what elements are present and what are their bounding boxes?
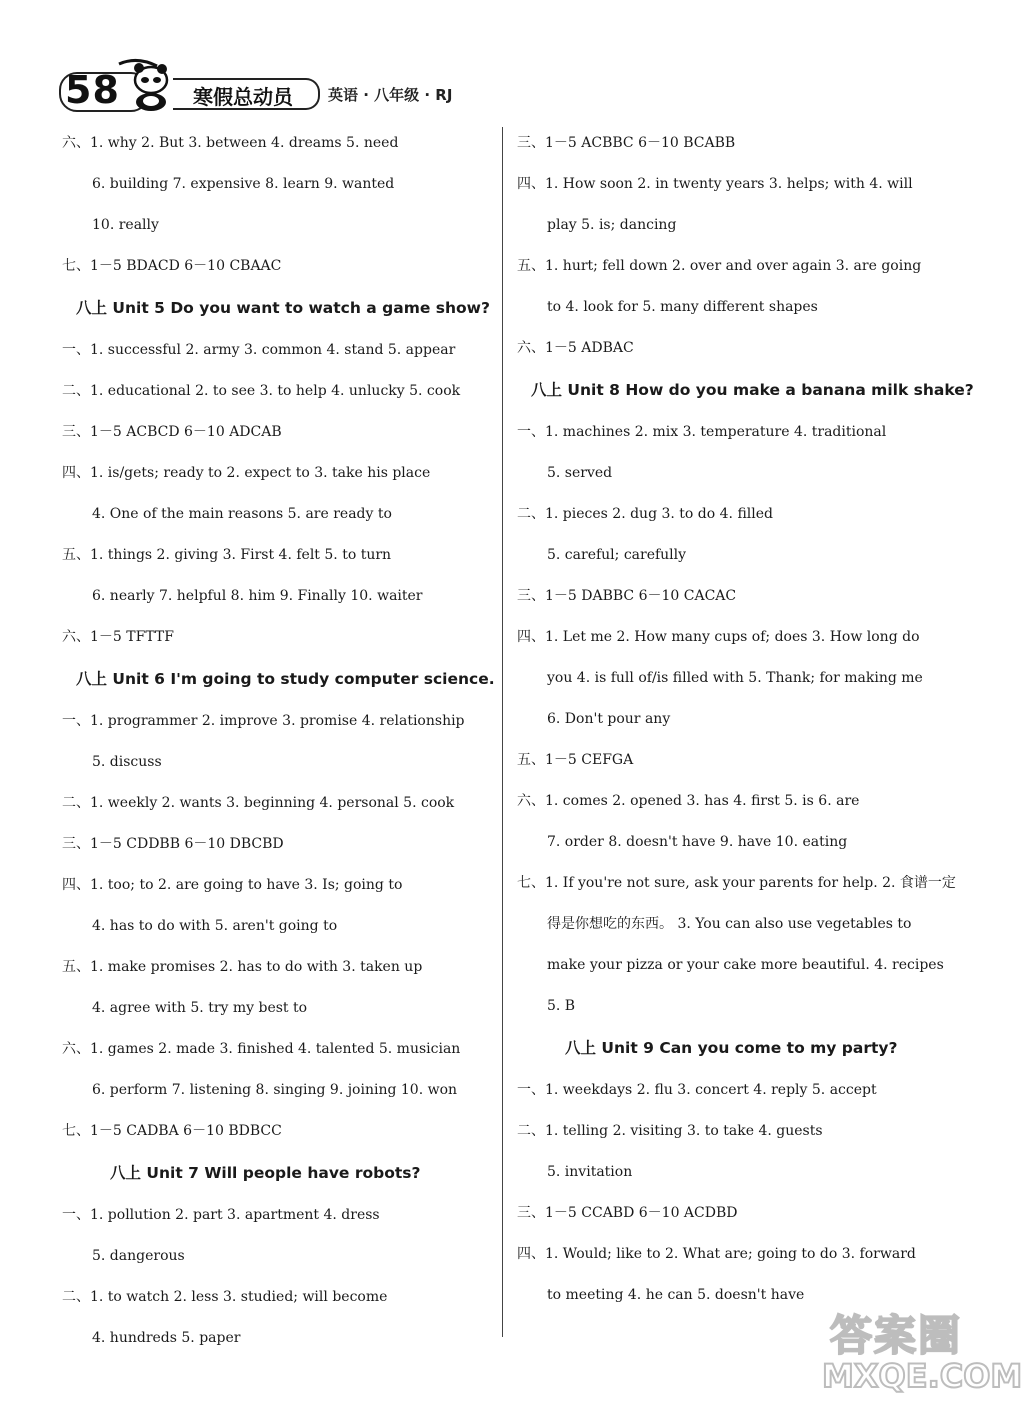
answer-line: 4. agree with 5. try my best to bbox=[92, 1000, 308, 1016]
unit-heading: 八上 Unit 5 Do you want to watch a game show? bbox=[76, 299, 490, 317]
answer-line: 五、1. things 2. giving 3. First 4. felt 5. to turn bbox=[62, 547, 392, 563]
answer-line: 二、1. educational 2. to see 3. to help 4. unlucky 5. cook bbox=[62, 383, 461, 399]
answer-line: 二、1. telling 2. visiting 3. to take 4. guests bbox=[517, 1123, 823, 1139]
answer-line: 六、1. comes 2. opened 3. has 4. first 5. is 6. are bbox=[517, 793, 860, 809]
watermark-en: MXQE.COM bbox=[822, 1357, 1022, 1395]
answer-line: to meeting 4. he can 5. doesn't have bbox=[547, 1287, 805, 1303]
unit-heading: 八上 Unit 6 I'm going to study computer science. bbox=[76, 670, 495, 688]
answer-line: 三、1－5 ACBBC 6－10 BCABB bbox=[517, 135, 736, 151]
answer-line: 一、1. programmer 2. improve 3. promise 4. relationship bbox=[62, 713, 465, 729]
watermark-cn: 答案圈 bbox=[830, 1311, 963, 1360]
answer-line: 五、1－5 CEFGA bbox=[517, 752, 634, 768]
answer-line: 5. served bbox=[547, 465, 613, 481]
answer-line: 六、1－5 TFTTF bbox=[62, 629, 174, 645]
unit-heading: 八上 Unit 9 Can you come to my party? bbox=[565, 1039, 898, 1057]
answer-line: 一、1. pollution 2. part 3. apartment 4. dress bbox=[62, 1207, 380, 1223]
unit-heading: 八上 Unit 7 Will people have robots? bbox=[110, 1164, 421, 1182]
answer-line: 四、1. too; to 2. are going to have 3. Is; going to bbox=[62, 877, 403, 893]
answer-line: 六、1－5 ADBAC bbox=[517, 340, 634, 356]
answer-line: 四、1. is/gets; ready to 2. expect to 3. take his place bbox=[62, 465, 431, 481]
answer-line: 七、1. If you're not sure, ask your parents for help. 2. 食谱一定 bbox=[517, 875, 956, 891]
answer-line: 6. nearly 7. helpful 8. him 9. Finally 10. waiter bbox=[92, 588, 423, 604]
answer-line: 七、1－5 CADBA 6－10 BDBCC bbox=[62, 1123, 282, 1139]
page-number: 58 bbox=[65, 68, 120, 112]
watermark-logo bbox=[820, 1295, 1022, 1395]
left-answer-column bbox=[62, 123, 494, 1359]
answer-line: 5. careful; carefully bbox=[547, 547, 687, 563]
answer-line: 4. hundreds 5. paper bbox=[92, 1330, 241, 1346]
answer-line: 5. dangerous bbox=[92, 1248, 185, 1264]
answer-line: 二、1. weekly 2. wants 3. beginning 4. personal 5. cook bbox=[62, 795, 455, 811]
answer-line: 六、1. games 2. made 3. finished 4. talented 5. musician bbox=[62, 1041, 461, 1057]
unit-heading: 八上 Unit 8 How do you make a banana milk shake? bbox=[531, 381, 974, 399]
answer-line: 7. order 8. doesn't have 9. have 10. eating bbox=[547, 834, 848, 850]
answer-line: 五、1. hurt; fell down 2. over and over again 3. are going bbox=[517, 258, 922, 274]
answer-line: 三、1－5 ACBCD 6－10 ADCAB bbox=[62, 424, 282, 440]
page-header bbox=[55, 50, 475, 114]
answer-line: 四、1. How soon 2. in twenty years 3. helps; with 4. will bbox=[517, 176, 913, 192]
answer-line: 二、1. to watch 2. less 3. studied; will become bbox=[62, 1289, 388, 1305]
answer-line: 六、1. why 2. But 3. between 4. dreams 5. need bbox=[62, 135, 399, 151]
answer-line: 得是你想吃的东西。 3. You can also use vegetables to bbox=[547, 916, 912, 932]
answer-line: 七、1－5 BDACD 6－10 CBAAC bbox=[62, 258, 282, 274]
answer-line: 5. B bbox=[547, 998, 576, 1014]
answer-line: 6. perform 7. listening 8. singing 9. joining 10. won bbox=[92, 1082, 458, 1098]
answer-line: 10. really bbox=[92, 217, 159, 233]
answer-line: 四、1. Let me 2. How many cups of; does 3. How long do bbox=[517, 629, 920, 645]
answer-line: 四、1. Would; like to 2. What are; going to do 3. forward bbox=[517, 1246, 916, 1262]
right-answer-column bbox=[517, 123, 974, 1316]
panda-mascot-icon bbox=[117, 56, 179, 112]
answer-line: play 5. is; dancing bbox=[547, 217, 677, 233]
book-subtitle: 英语 · 八年级 · RJ bbox=[328, 86, 453, 104]
answer-line: make your pizza or your cake more beautiful. 4. recipes bbox=[547, 957, 944, 973]
answer-line: 5. discuss bbox=[92, 754, 162, 770]
answer-line: 三、1－5 CDDBB 6－10 DBCBD bbox=[62, 836, 284, 852]
answer-line: to 4. look for 5. many different shapes bbox=[547, 299, 818, 315]
answer-line: 五、1. make promises 2. has to do with 3. taken up bbox=[62, 959, 423, 975]
answer-line: you 4. is full of/is filled with 5. Thank; for making me bbox=[547, 670, 923, 686]
answer-line: 4. One of the main reasons 5. are ready to bbox=[92, 506, 392, 522]
answer-line: 一、1. successful 2. army 3. common 4. stand 5. appear bbox=[62, 342, 456, 358]
answer-line: 一、1. machines 2. mix 3. temperature 4. traditional bbox=[517, 424, 887, 440]
answer-line: 6. building 7. expensive 8. learn 9. wanted bbox=[92, 176, 395, 192]
answer-line: 一、1. weekdays 2. flu 3. concert 4. reply 5. accept bbox=[517, 1082, 877, 1098]
column-divider bbox=[502, 127, 503, 1337]
book-title: 寒假总动员 bbox=[193, 85, 293, 109]
answer-line: 5. invitation bbox=[547, 1164, 633, 1180]
answer-line: 三、1－5 CCABD 6－10 ACDBD bbox=[517, 1205, 738, 1221]
answer-line: 二、1. pieces 2. dug 3. to do 4. filled bbox=[517, 506, 773, 522]
answer-line: 6. Don't pour any bbox=[547, 711, 671, 727]
answer-line: 三、1－5 DABBC 6－10 CACAC bbox=[517, 588, 737, 604]
answer-line: 4. has to do with 5. aren't going to bbox=[92, 918, 338, 934]
